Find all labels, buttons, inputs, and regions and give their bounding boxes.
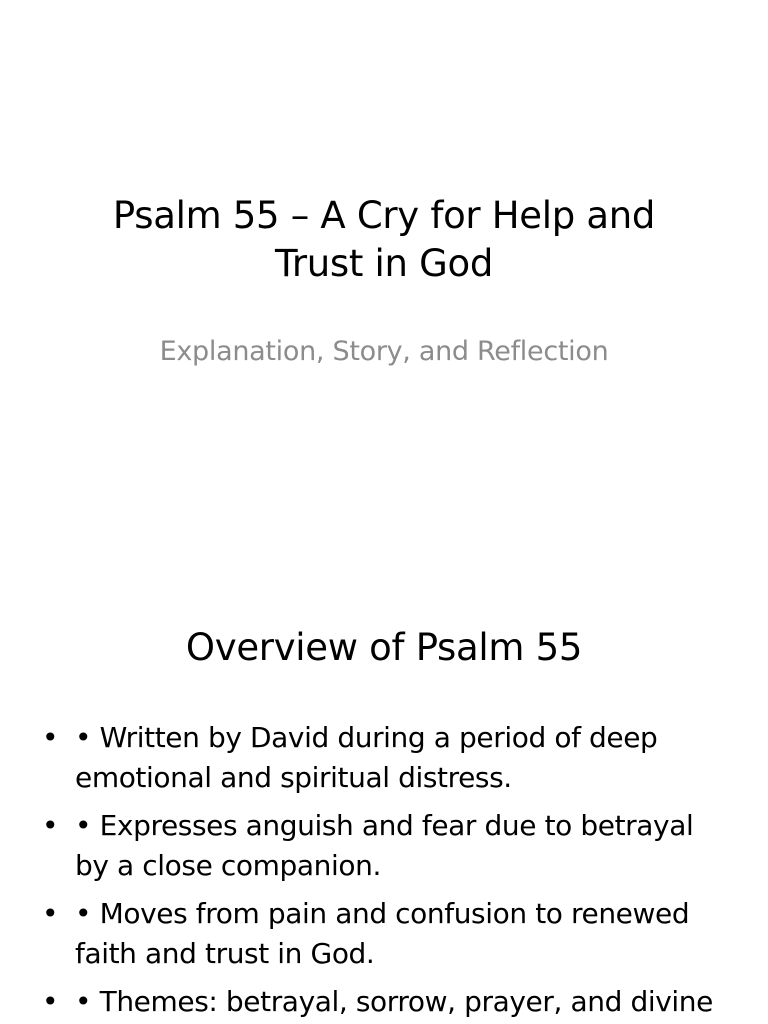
overview-heading: Overview of Psalm 55 (185, 626, 583, 669)
bullet-item (40, 806, 730, 886)
bullet-marker: • (42, 721, 59, 754)
slide-title-line-1: Psalm 55 – A Cry for Help and (112, 194, 656, 237)
bullet-text: • Expresses anguish and fear due to betrayal by a close companion. (75, 809, 694, 882)
bullet-text: • Written by David during a period of deep emotional and spiritual distress. (75, 721, 658, 794)
slide-subtitle: Explanation, Story, and Reflection (159, 336, 609, 367)
slide-title (60, 192, 708, 288)
bullet-text: • Themes: betrayal, sorrow, prayer, and divine (75, 985, 713, 1018)
bullet-list (40, 718, 730, 1024)
slide-title-line-2: Trust in God (274, 242, 494, 285)
bullet-item (40, 718, 730, 798)
bullet-marker: • (42, 809, 59, 842)
bullet-item (40, 982, 730, 1022)
bullet-marker: • (42, 985, 59, 1018)
bullet-marker: • (42, 897, 59, 930)
bullet-item (40, 894, 730, 974)
bullet-text: • Moves from pain and confusion to renewed faith and trust in God. (75, 897, 690, 970)
overview-slide (0, 576, 768, 1024)
